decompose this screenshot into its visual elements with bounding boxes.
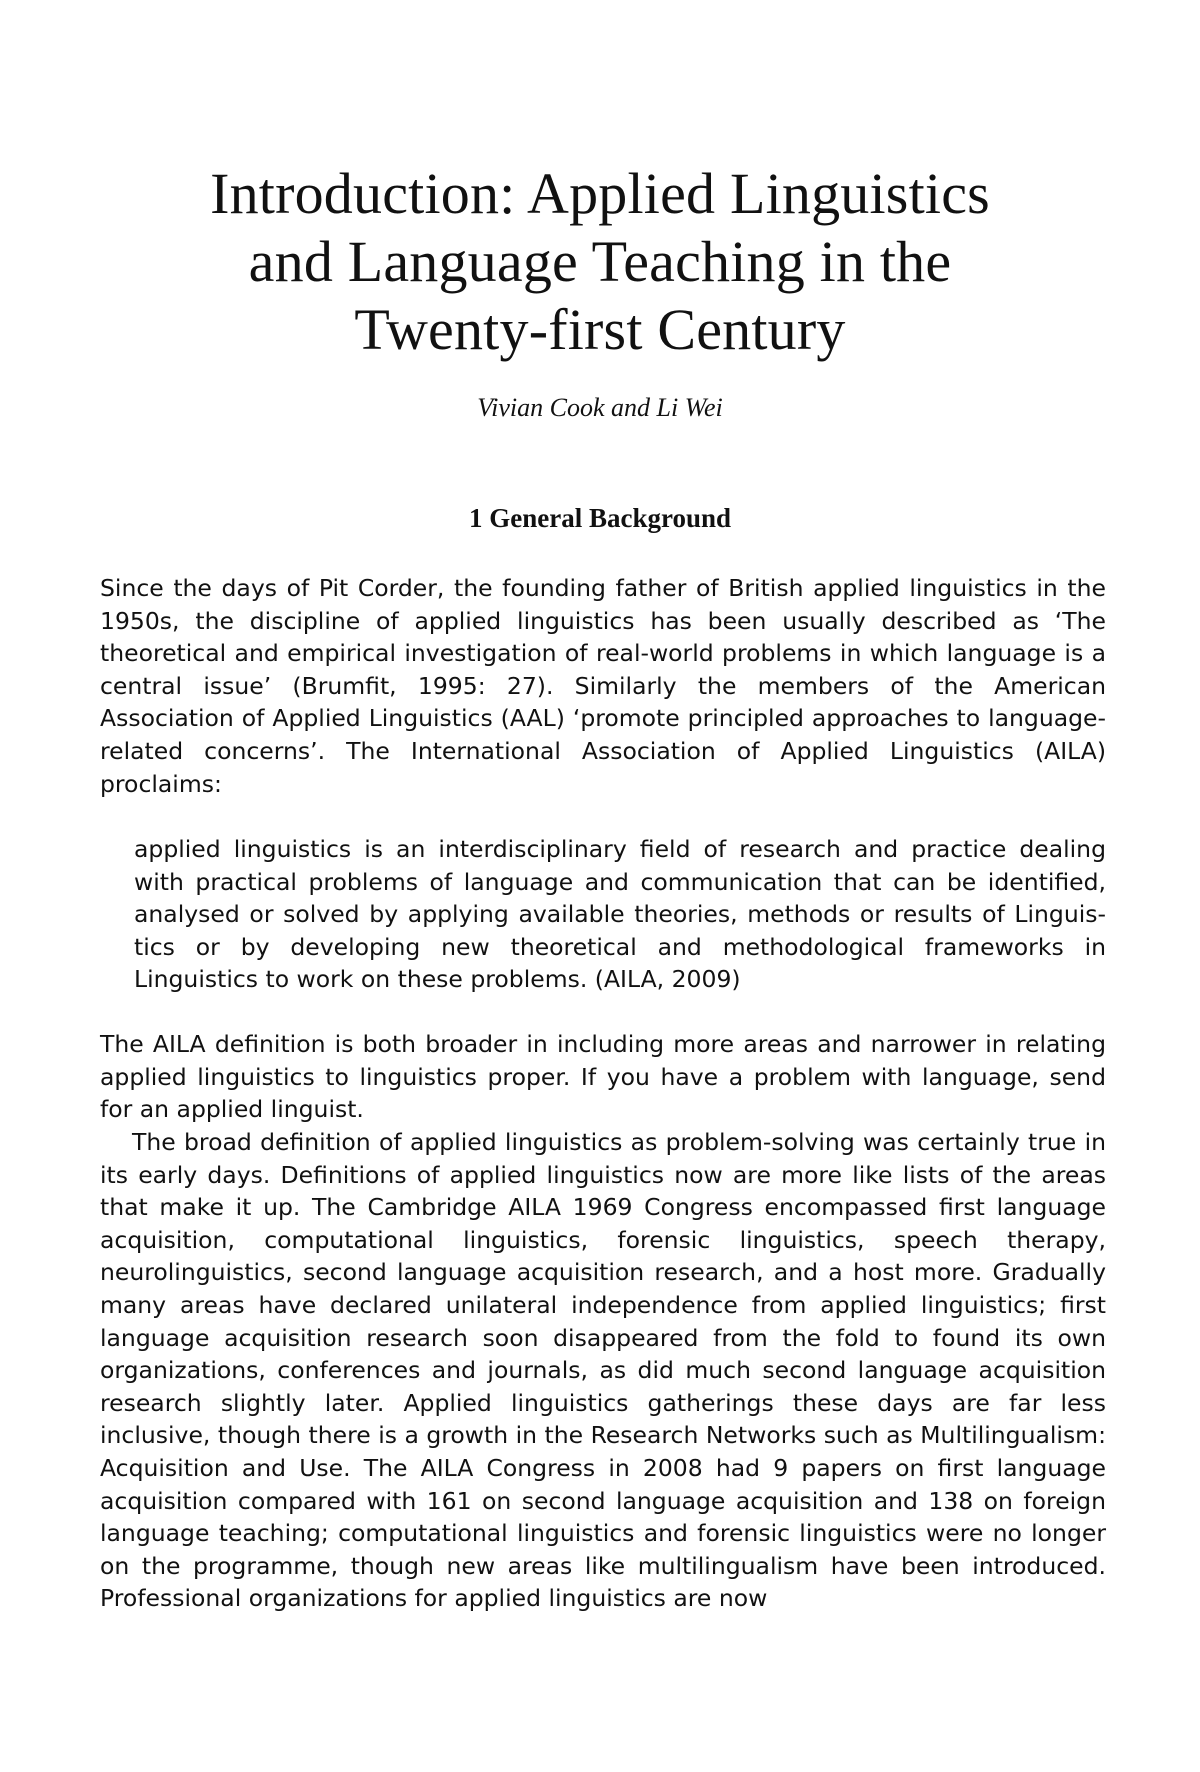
body-paragraph-3: The broad definition of applied linguistics as problem-solving was certainly true in its early days. Definitions of applied linguistics now are more like lists of the areas that make it up. The Cambridge AILA 1969 Congress encompassed first language acquisition, computational linguistics, forensic linguistics, speech therapy, neurolinguistics, second language acquisition research, and a host more. Gradually many areas have declared unilateral independence from applied linguistics; first language acquisition research soon disappeared from the fold to found its own organizations, conferences and journals, as did much second language acquisition research slightly later. Applied linguistics gatherings these days are far less inclusive, though there is a growth in the Research Networks such as Multilingualism: Acquisition and Use. The AILA Congress in 2008 had 9 papers on first language acquisition compared with 161 on second language acquisition and 138 on foreign language teaching; computational linguistics and forensic linguistics were no longer on the programme, though new areas like multilingualism have been introduced. Professional organizations for applied linguistics are now	[100, 1128, 1106, 1613]
chapter-title-line-2: and Language Teaching in the	[248, 229, 952, 294]
chapter-title	[100, 160, 1100, 364]
body-paragraph-1: Since the days of Pit Corder, the founding father of British applied linguistics in the 1950s, the discipline of applied linguistics has been usually described as ‘The theoretical and empirical investigation of real-world problems in which language is a central issue’ (Brumfit, 1995: 27). Similarly the members of the American Association of Applied Linguistics (AAL) ‘promote principled approaches to language-related concerns’. The International Association of Applied Linguistics (AILA) proclaims:	[100, 574, 1106, 798]
chapter-title-line-1: Introduction: Applied Linguistics	[210, 161, 990, 226]
body-paragraph-2: The AILA definition is both broader in including more areas and narrower in relating applied linguistics to linguistics proper. If you have a problem with language, send for an applied linguist.	[100, 1030, 1106, 1124]
block-quote: applied linguistics is an interdisciplinary field of research and practice dealing with practical problems of language and communication that can be identified, analysed or solved by applying available theories, methods or results of Linguistics or by developing new theoretical and methodological frameworks in Linguistics to work on these problems. (AILA, 2009)	[134, 835, 1106, 994]
chapter-authors: Vivian Cook and Li Wei	[477, 393, 723, 422]
chapter-title-line-3: Twenty-first Century	[354, 297, 846, 362]
section-heading: 1 General Background	[468, 503, 732, 533]
